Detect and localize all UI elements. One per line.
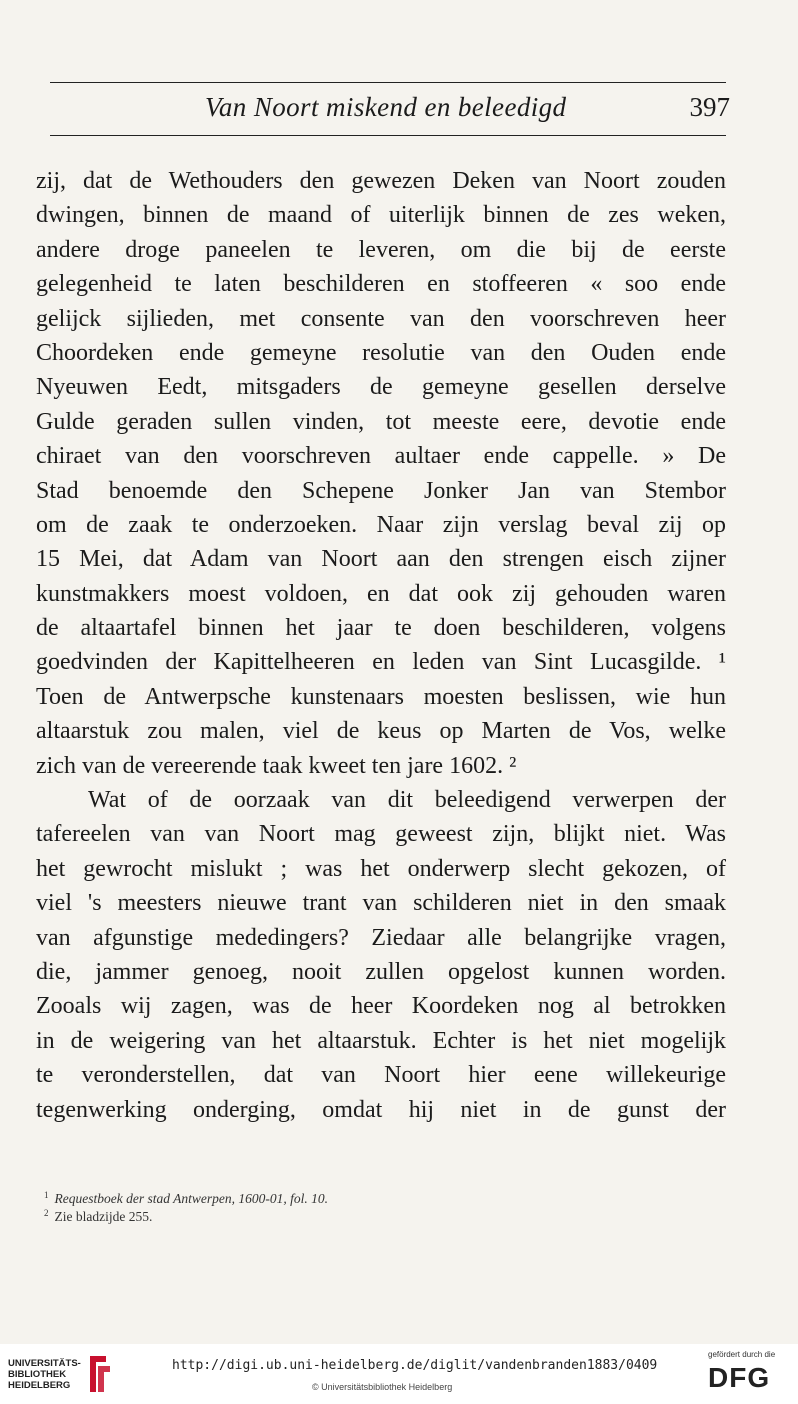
footnote-text: Zie bladzijde 255. <box>54 1209 153 1224</box>
text-line: om de zaak te onderzoeken. Naar zijn verslag beval zij op <box>36 511 726 538</box>
funder-caption: gefördert durch die <box>708 1350 776 1359</box>
header-rule-bottom <box>50 135 726 136</box>
copyright-text: © Universitätsbibliothek Heidelberg <box>312 1382 453 1392</box>
text-line: in de weigering van het altaarstuk. Echter is het niet mogelijk <box>36 1027 726 1054</box>
library-name-line: HEIDELBERG <box>8 1380 71 1391</box>
text-line: kunstmakkers moest voldoen, en dat ook zij gehouden waren <box>36 580 726 607</box>
text-line: Zooals wij zagen, was de heer Koordeken nog al betrokken <box>36 993 726 1020</box>
text-line: Choordeken ende gemeyne resolutie van den Ouden ende <box>36 339 726 366</box>
library-name <box>8 1358 81 1391</box>
library-logo-icon <box>84 1352 112 1396</box>
library-name-line: UNIVERSITÄTS- <box>8 1358 81 1369</box>
text-line: zich van de vereerende taak kweet ten jare 1602. ² <box>36 752 517 779</box>
text-line: gelegenheid te laten beschilderen en stoffeeren « soo ende <box>36 271 726 298</box>
running-head <box>0 86 798 126</box>
text-line: Gulde geraden sullen vinden, tot meeste eere, devotie ende <box>36 408 726 435</box>
footnotes <box>44 1186 684 1222</box>
page-number: 397 <box>689 92 730 122</box>
text-line: te veronderstellen, dat van Noort hier eene willekeurige <box>36 1062 726 1089</box>
footnote-text: Requestboek der stad Antwerpen, 1600-01, fol. 10. <box>54 1191 328 1206</box>
text-line: die, jammer genoeg, nooit zullen opgelost kunnen worden. <box>36 958 726 985</box>
viewer-footer <box>0 1344 798 1404</box>
footnote-mark: 1 <box>44 1190 49 1200</box>
text-line: dwingen, binnen de maand of uiterlijk binnen de zes weken, <box>36 202 726 229</box>
text-line: de altaartafel binnen het jaar te doen beschilderen, volgens <box>36 615 726 642</box>
text-line: Wat of de oorzaak van dit beleedigend verwerpen der <box>88 787 726 814</box>
text-line: goedvinden der Kapittelheeren en leden van Sint Lucasgilde. ¹ <box>36 649 726 676</box>
text-line: tafereelen van van Noort mag geweest zijn, blijkt niet. Was <box>36 821 726 848</box>
footnote <box>44 1204 684 1222</box>
header-rule-top <box>50 82 726 83</box>
text-line: viel 's meesters nieuwe trant van schilderen niet in den smaak <box>36 890 726 917</box>
text-line: altaarstuk zou malen, viel de keus op Marten de Vos, welke <box>36 718 726 745</box>
text-line: zij, dat de Wethouders den gewezen Deken van Noort zouden <box>36 168 726 194</box>
text-line: andere droge paneelen te leveren, om die bij de eerste <box>36 236 726 263</box>
body-text <box>36 164 726 1127</box>
text-line: van afgunstige mededingers? Ziedaar alle belangrijke vragen, <box>36 924 726 951</box>
text-line: chiraet van den voorschreven aultaer ende cappelle. » De <box>36 443 726 470</box>
footnote-mark: 2 <box>44 1208 49 1218</box>
text-line: Toen de Antwerpsche kunstenaars moesten beslissen, wie hun <box>36 683 726 710</box>
source-url-link[interactable]: http://digi.ub.uni-heidelberg.de/diglit/vandenbranden1883/0409 <box>172 1358 658 1373</box>
text-line: gelijck sijlieden, met consente van den voorschreven heer <box>36 305 726 332</box>
running-title: Van Noort miskend en beleedigd <box>205 92 567 122</box>
text-line: Stad benoemde den Schepene Jonker Jan van Stembor <box>36 477 726 504</box>
text-line: Nyeuwen Eedt, mitsgaders de gemeyne gesellen derselve <box>36 374 726 401</box>
text-line: tegenwerking onderging, omdat hij niet in de gunst der <box>36 1096 726 1123</box>
text-line: het gewrocht mislukt ; was het onderwerp slecht gekozen, of <box>36 855 726 882</box>
footnote <box>44 1186 684 1204</box>
library-name-line: BIBLIOTHEK <box>8 1369 67 1380</box>
text-line: 15 Mei, dat Adam van Noort aan den strengen eisch zijner <box>36 546 726 573</box>
dfg-logo: DFG <box>708 1362 771 1393</box>
